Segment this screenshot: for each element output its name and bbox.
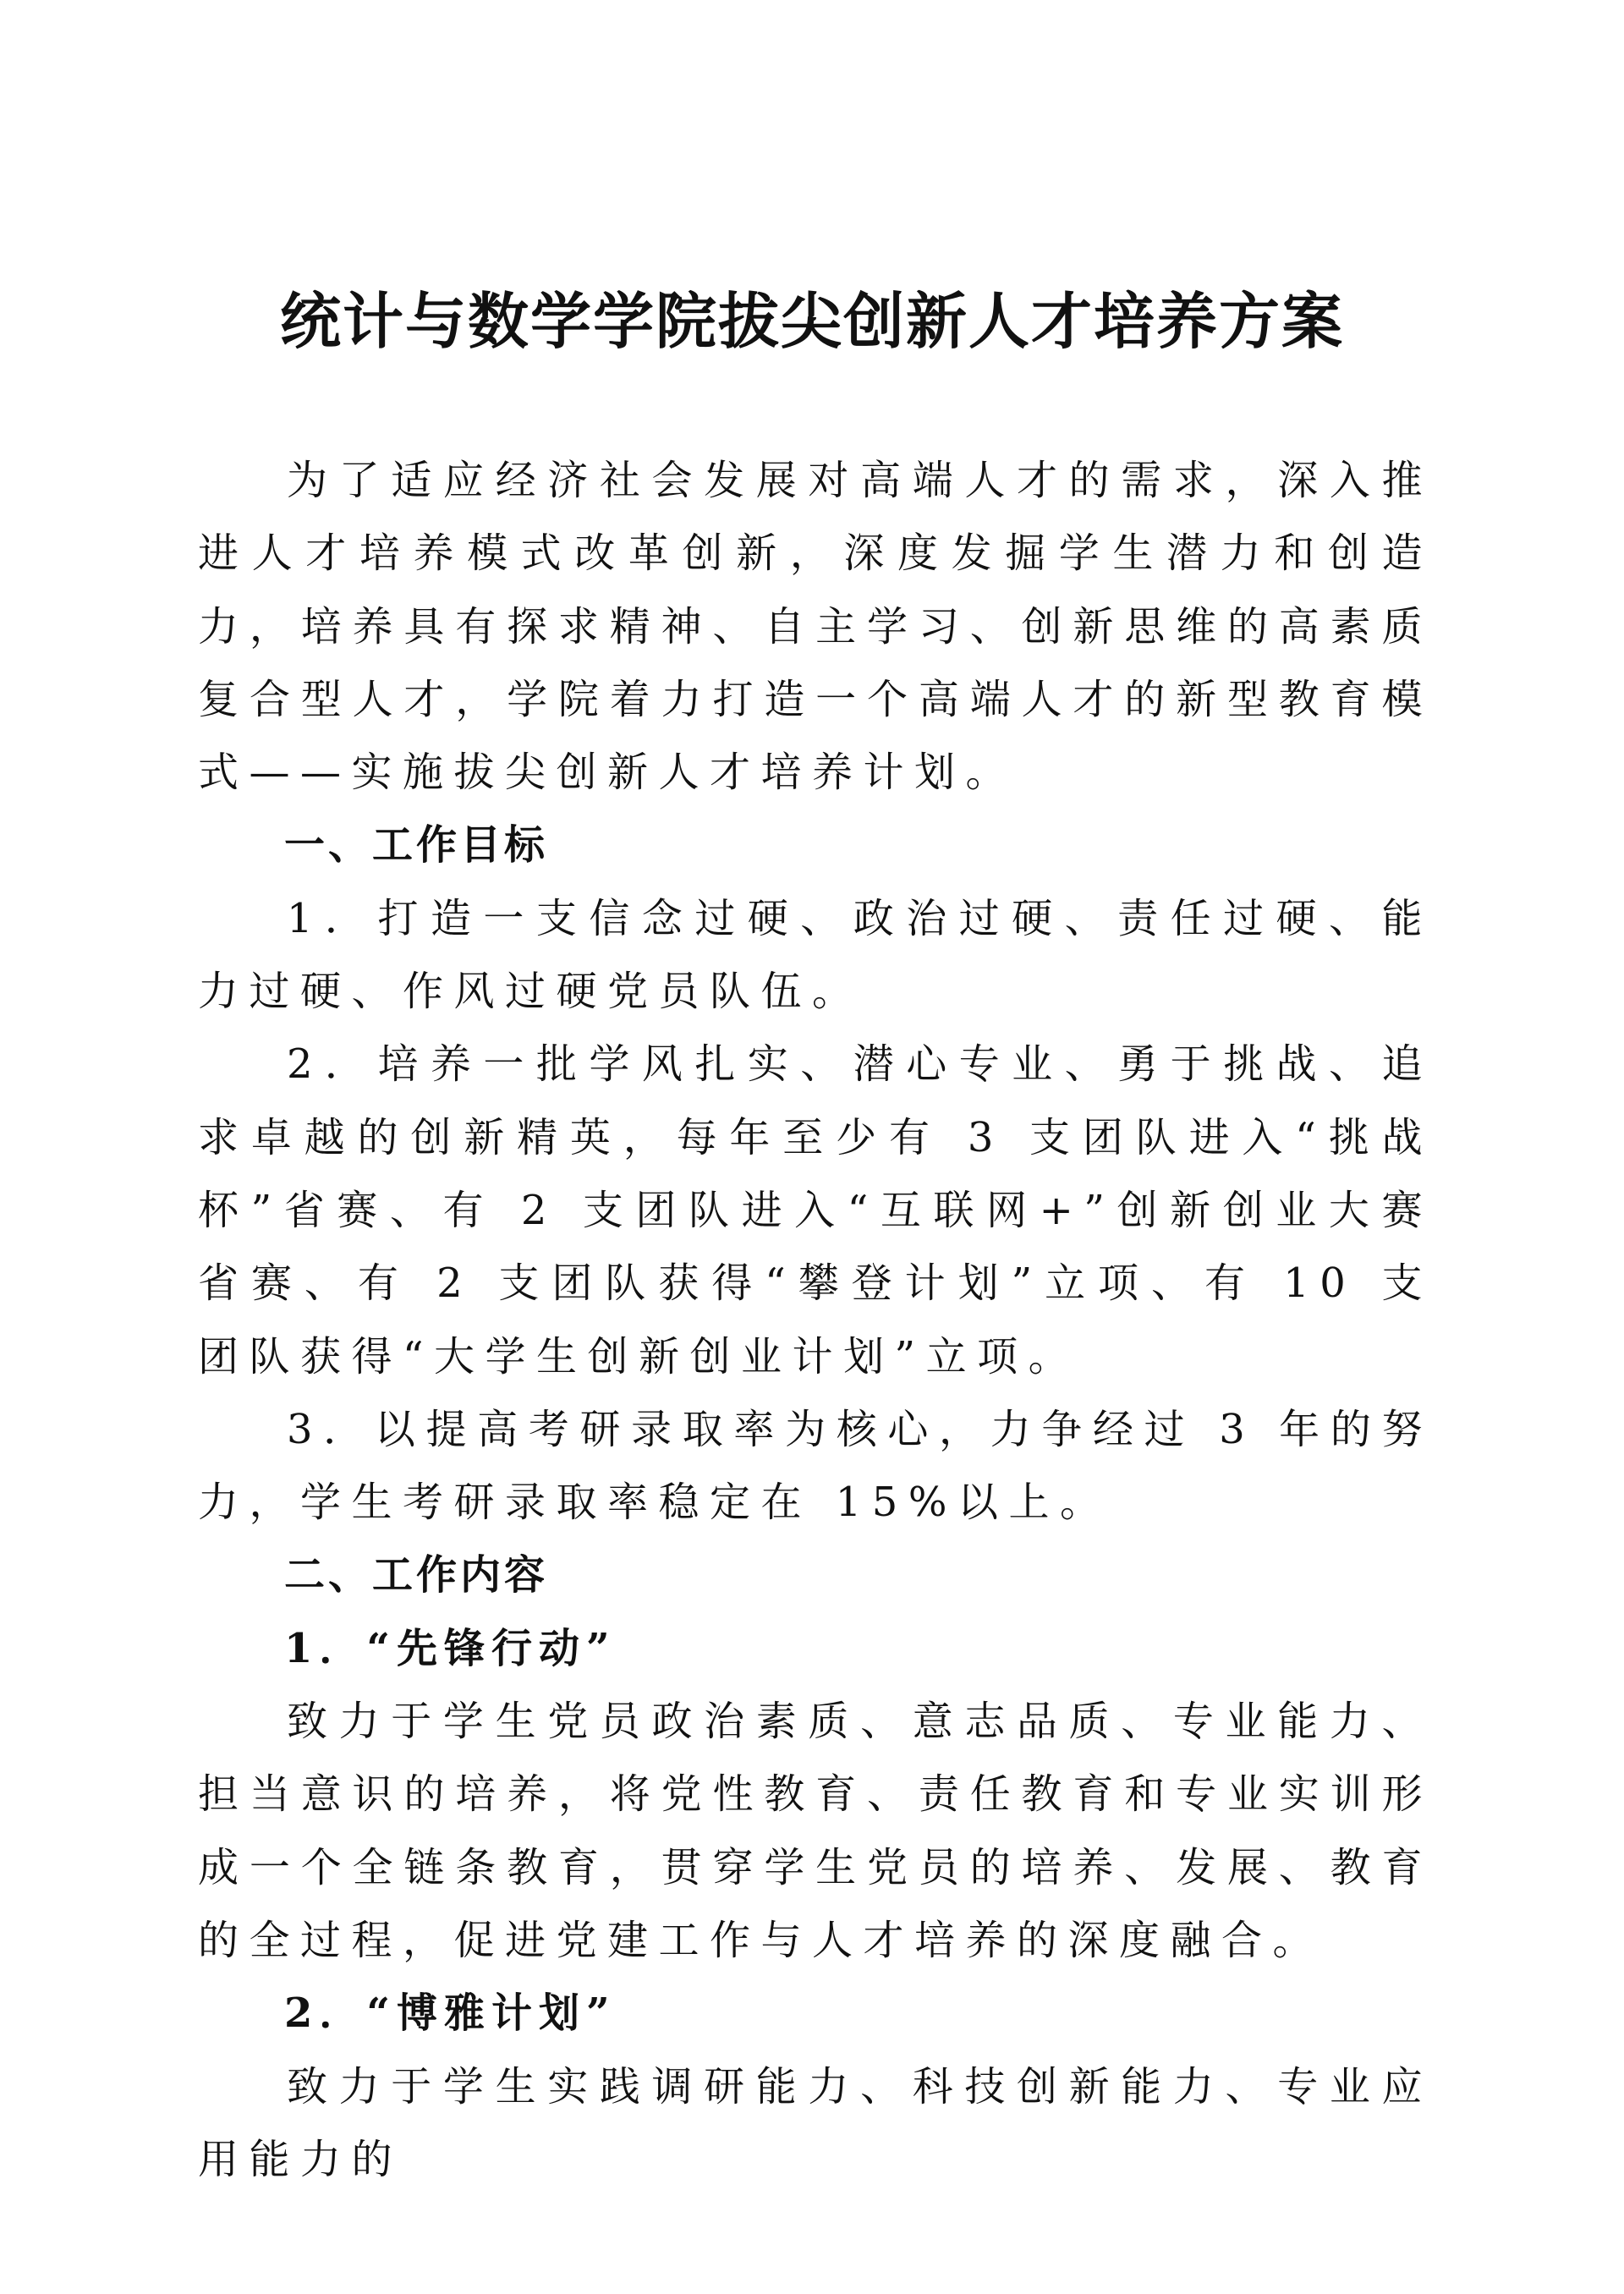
document-title: 统计与数学学院拔尖创新人才培养方案: [279, 285, 1344, 357]
intro-paragraph: 为了适应经济社会发展对高端人才的需求，深入推进人才培养模式改革创新，深度发掘学生潜力和创造力，培养具有探求精神、自主学习、创新思维的高素质复合型人才，学院着力打造一个高端人才的新型教育模式——实施拔尖创新人才培养计划。: [198, 457, 1433, 797]
goal-item-2: 2．培养一批学风扎实、潜心专业、勇于挑战、追求卓越的创新精英，每年至少有 3 支团队进入“挑战杯”省赛、有 2 支团队进入“互联网+”创新创业大赛省赛、有 2 支团队获得“攀登计划”立项、有 10 支团队获得“大学生创新创业计划”立项。: [198, 1040, 1433, 1380]
section-heading-work-content: 二、工作内容: [284, 1551, 549, 1600]
subheading-boya-plan: 2．“博雅计划”: [284, 1989, 617, 2038]
goal-item-1: 1．打造一支信念过硬、政治过硬、责任过硬、能力过硬、作风过硬党员队伍。: [198, 894, 1433, 1016]
vanguard-action-paragraph: 致力于学生党员政治素质、意志品质、专业能力、担当意识的培养，将党性教育、责任教育和专业实训形成一个全链条教育，贯穿学生党员的培养、发展、教育的全过程，促进党建工作与人才培养的深度融合。: [198, 1698, 1433, 1964]
document-body: [198, 444, 1433, 2196]
subheading-vanguard-action: 1．“先锋行动”: [284, 1624, 617, 1672]
boya-plan-paragraph: 致力于学生实践调研能力、科技创新能力、专业应用能力的: [198, 2062, 1433, 2183]
goal-item-3: 3．以提高考研录取率为核心，力争经过 3 年的努力，学生考研录取率稳定在 15%以上。: [198, 1405, 1433, 1527]
section-heading-work-goals: 一、工作目标: [284, 821, 549, 870]
